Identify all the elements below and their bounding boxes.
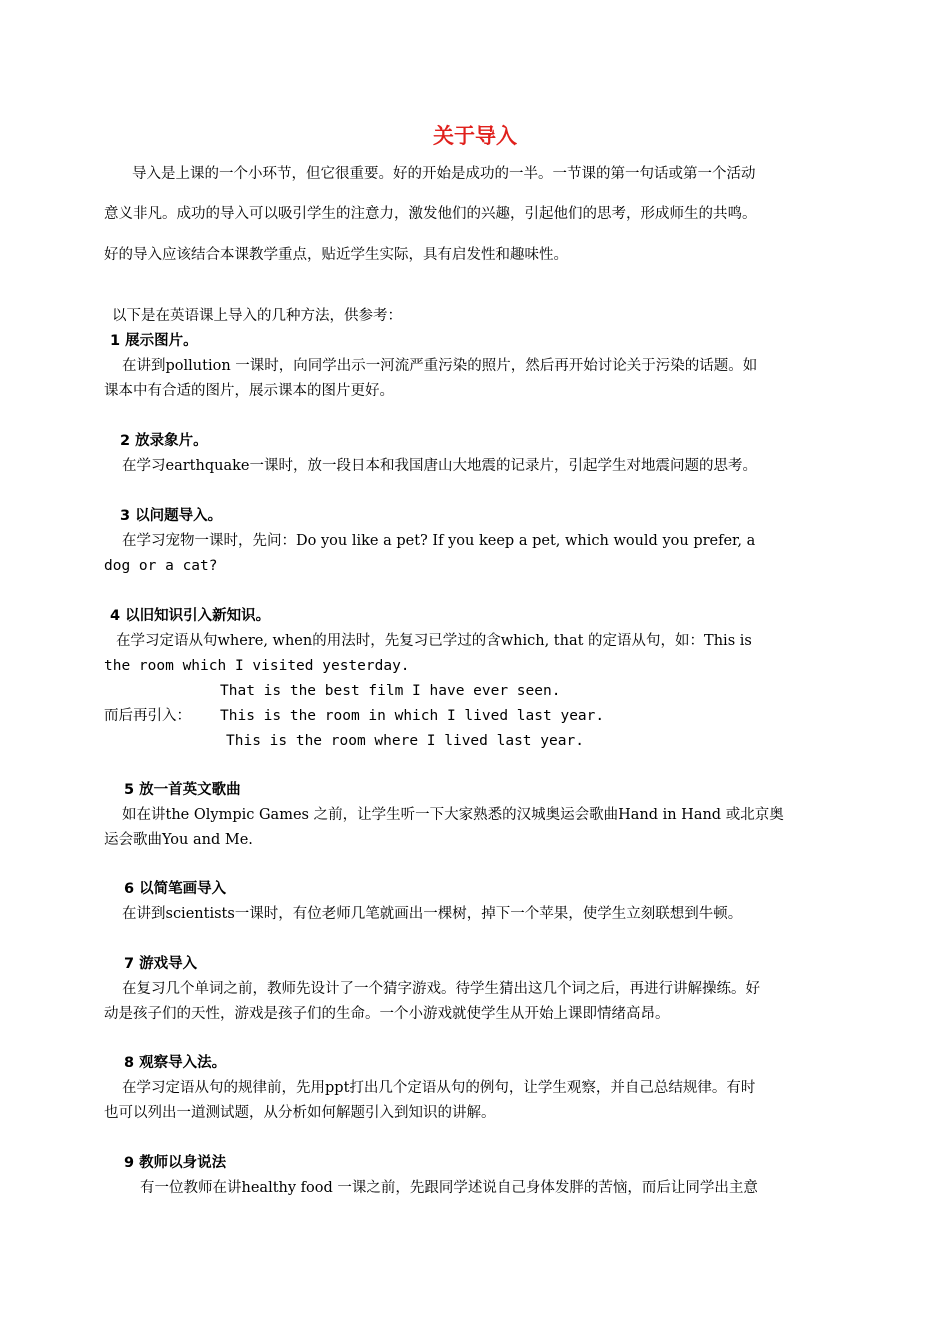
section-7-heading: 7 游戏导入 [124,956,198,972]
section-7-line-2: 动是孩子们的天性，游戏是孩子们的生命。一个小游戏就使学生从开始上课即情绪高昂。 [104,1006,670,1022]
section-1-heading: 1 展示图片。 [110,333,198,349]
section-4-line-1: 在学习定语从句where, when的用法时，先复习已学过的含which, that 的定语从句，如：This is [116,633,752,649]
methods-lead: 以下是在英语课上导入的几种方法，供参考： [112,308,402,324]
section-4-example-2: This is the room in which I lived last year. [220,708,605,724]
section-5-line-2: 运会歌曲You and Me. [104,832,253,848]
section-9-line-1: 有一位教师在讲healthy food 一课之前，先跟同学述说自己身体发胖的苦恼，而后让同学出主意 [140,1180,758,1196]
section-1-line-2: 课本中有合适的图片，展示课本的图片更好。 [104,383,394,399]
intro-line-1: 导入是上课的一个小环节，但它很重要。好的开始是成功的一半。一节课的第一句话或第一个活动 [132,166,756,182]
section-4-heading: 4 以旧知识引入新知识。 [110,608,271,624]
section-2-heading: 2 放录象片。 [120,433,208,449]
section-7-line-1: 在复习几个单词之前，教师先设计了一个猜字游戏。待学生猜出这几个词之后，再进行讲解操练。好 [122,981,760,997]
section-4-example-3: This is the room where I lived last year. [226,733,584,749]
section-8-heading: 8 观察导入法。 [124,1055,227,1071]
document-title: 关于导入 [433,124,517,148]
section-6-line-1: 在讲到scientists一课时，有位老师几笔就画出一棵树，掉下一个苹果，使学生立刻联想到牛顿。 [122,906,743,922]
section-3-heading: 3 以问题导入。 [120,508,223,524]
section-6-heading: 6 以简笔画导入 [124,881,227,897]
intro-line-3: 好的导入应该结合本课教学重点，贴近学生实际，具有启发性和趣味性。 [104,247,568,263]
section-1-line-1: 在讲到pollution 一课时，向同学出示一河流严重污染的照片，然后再开始讨论关于污染的话题。如 [122,358,758,374]
section-2-line-1: 在学习earthquake一课时，放一段日本和我国唐山大地震的记录片，引起学生对地震问题的思考。 [122,458,757,474]
section-4-example-1: That is the best film I have ever seen. [220,683,561,699]
section-4-line-2: the room which I visited yesterday. [104,658,410,674]
section-9-heading: 9 教师以身说法 [124,1155,227,1171]
section-8-line-2: 也可以列出一道测试题，从分析如何解题引入到知识的讲解。 [104,1105,496,1121]
section-3-line-1: 在学习宠物一课时，先问：Do you like a pet? If you keep a pet, which would you prefer, a [122,533,756,549]
section-3-line-2: dog or a cat? [104,558,218,574]
section-5-line-1: 如在讲the Olympic Games 之前，让学生听一下大家熟悉的汉城奥运会歌曲Hand in Hand 或北京奥 [122,807,784,823]
section-5-heading: 5 放一首英文歌曲 [124,782,241,798]
intro-line-2: 意义非凡。成功的导入可以吸引学生的注意力，激发他们的兴趣，引起他们的思考，形成师生的共鸣。 [104,206,757,222]
section-4-label: 而后再引入： [104,708,191,724]
section-8-line-1: 在学习定语从句的规律前，先用ppt打出几个定语从句的例句，让学生观察，并自己总结规律。有时 [122,1080,756,1096]
